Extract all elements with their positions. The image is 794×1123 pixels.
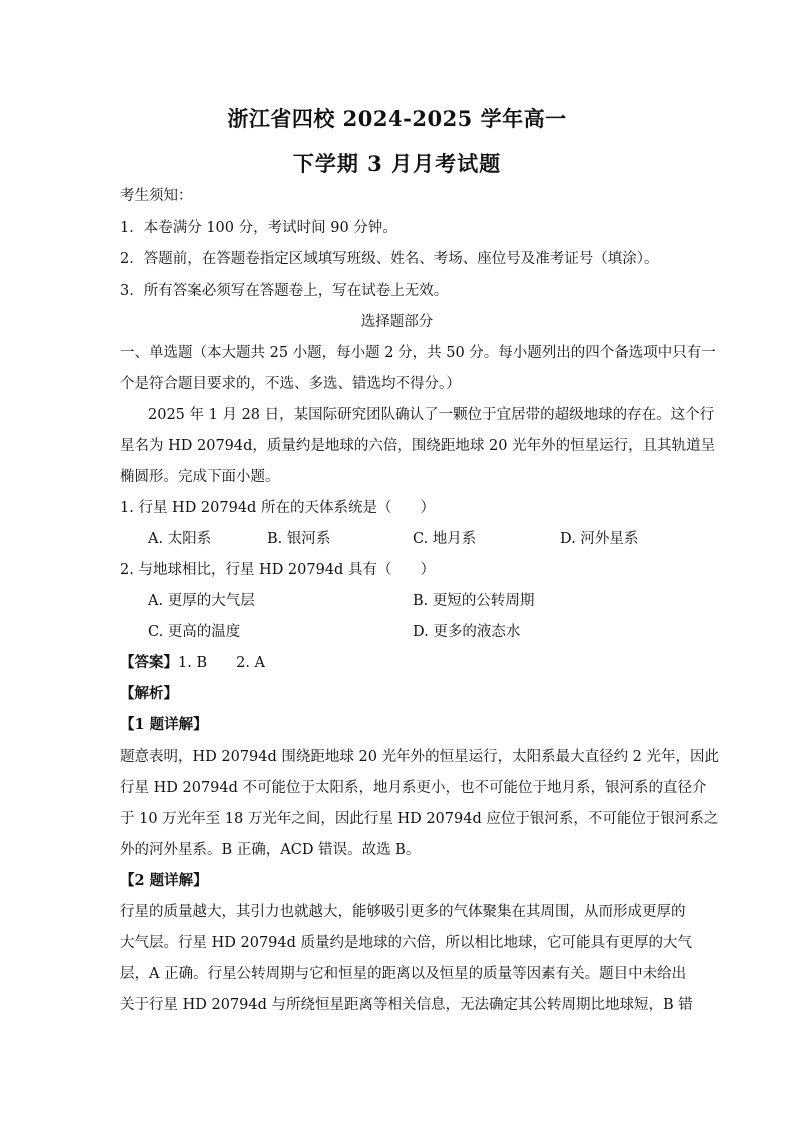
section-title: 选择题部分 (360, 314, 434, 330)
section-instruction: 个是符合题目要求的，不选、多选、错选均不得分。） (120, 376, 461, 392)
answer-text: 1. B 2. A (178, 655, 266, 671)
option-b[interactable]: B. 更短的公转周期 (413, 593, 535, 609)
section-instruction: 一、单选题（本大题共 25 小题，每小题 2 分，共 50 分。每小题列出的四个备选项中只有一 (120, 345, 716, 361)
page-subtitle: 下学期 3 月月考试题 (292, 151, 502, 176)
analysis-line: 大气层。行星 HD 20794d 质量约是地球的六倍，所以相比地球，它可能具有更厚的大气 (120, 935, 693, 951)
option-a[interactable]: A. 太阳系 (148, 531, 212, 547)
option-d[interactable]: D. 河外星系 (560, 531, 639, 547)
notice-item: 2．答题前，在答题卷指定区域填写班级、姓名、考场、座位号及准考证号（填涂）。 (120, 251, 659, 267)
option-c[interactable]: C. 更高的温度 (148, 624, 241, 640)
answer-row (120, 653, 265, 673)
passage-line: 椭圆形。完成下面小题。 (120, 469, 280, 485)
notice-heading: 考生须知： (120, 188, 193, 204)
option-a[interactable]: A. 更厚的大气层 (148, 593, 255, 609)
passage-line: 星名为 HD 20794d，质量约是地球的六倍，围绕距地球 20 光年外的恒星运行，且其轨道呈 (120, 438, 716, 454)
analysis-line: 题意表明，HD 20794d 围绕距地球 20 光年外的恒星运行，太阳系最大直径约 2 光年，因此 (120, 749, 720, 765)
option-c[interactable]: C. 地月系 (413, 531, 477, 547)
analysis-line: 关于行星 HD 20794d 与所绕恒星距离等相关信息，无法确定其公转周期比地球短，B 错 (120, 997, 693, 1013)
page-title: 浙江省四校 2024-2025 学年高一 (227, 106, 567, 131)
analysis-line: 于 10 万光年至 18 万光年之间，因此行星 HD 20794d 应位于银河系，不可能位于银河系之 (120, 811, 719, 827)
q1-detail-label: 【1 题详解】 (120, 716, 208, 733)
question-stem: 1. 行星 HD 20794d 所在的天体系统是（ ） (120, 500, 435, 516)
notice-item: 3．所有答案必须写在答题卷上，写在试卷上无效。 (120, 283, 449, 299)
option-d[interactable]: D. 更多的液态水 (413, 624, 521, 640)
answer-label: 【答案】 (120, 654, 178, 671)
analysis-line: 层，A 正确。行星公转周期与它和恒星的距离以及恒星的质量等因素有关。题目中未给出 (120, 966, 687, 982)
notice-item: 1．本卷满分 100 分，考试时间 90 分钟。 (120, 220, 397, 236)
passage-line: 2025 年 1 月 28 日，某国际研究团队确认了一颗位于宜居带的超级地球的存在。这个行 (148, 407, 715, 423)
analysis-label: 【解析】 (120, 685, 178, 702)
option-b[interactable]: B. 银河系 (267, 531, 331, 547)
analysis-line: 行星的质量越大，其引力也就越大，能够吸引更多的气体聚集在其周围，从而形成更厚的 (120, 904, 686, 920)
analysis-line: 外的河外星系。B 正确，ACD 错误。故选 B。 (120, 842, 421, 858)
question-stem: 2. 与地球相比，行星 HD 20794d 具有（ ） (120, 562, 435, 578)
analysis-line: 行星 HD 20794d 不可能位于太阳系，地月系更小，也不可能位于地月系，银河系的直径介 (120, 780, 707, 796)
q2-detail-label: 【2 题详解】 (120, 872, 208, 889)
